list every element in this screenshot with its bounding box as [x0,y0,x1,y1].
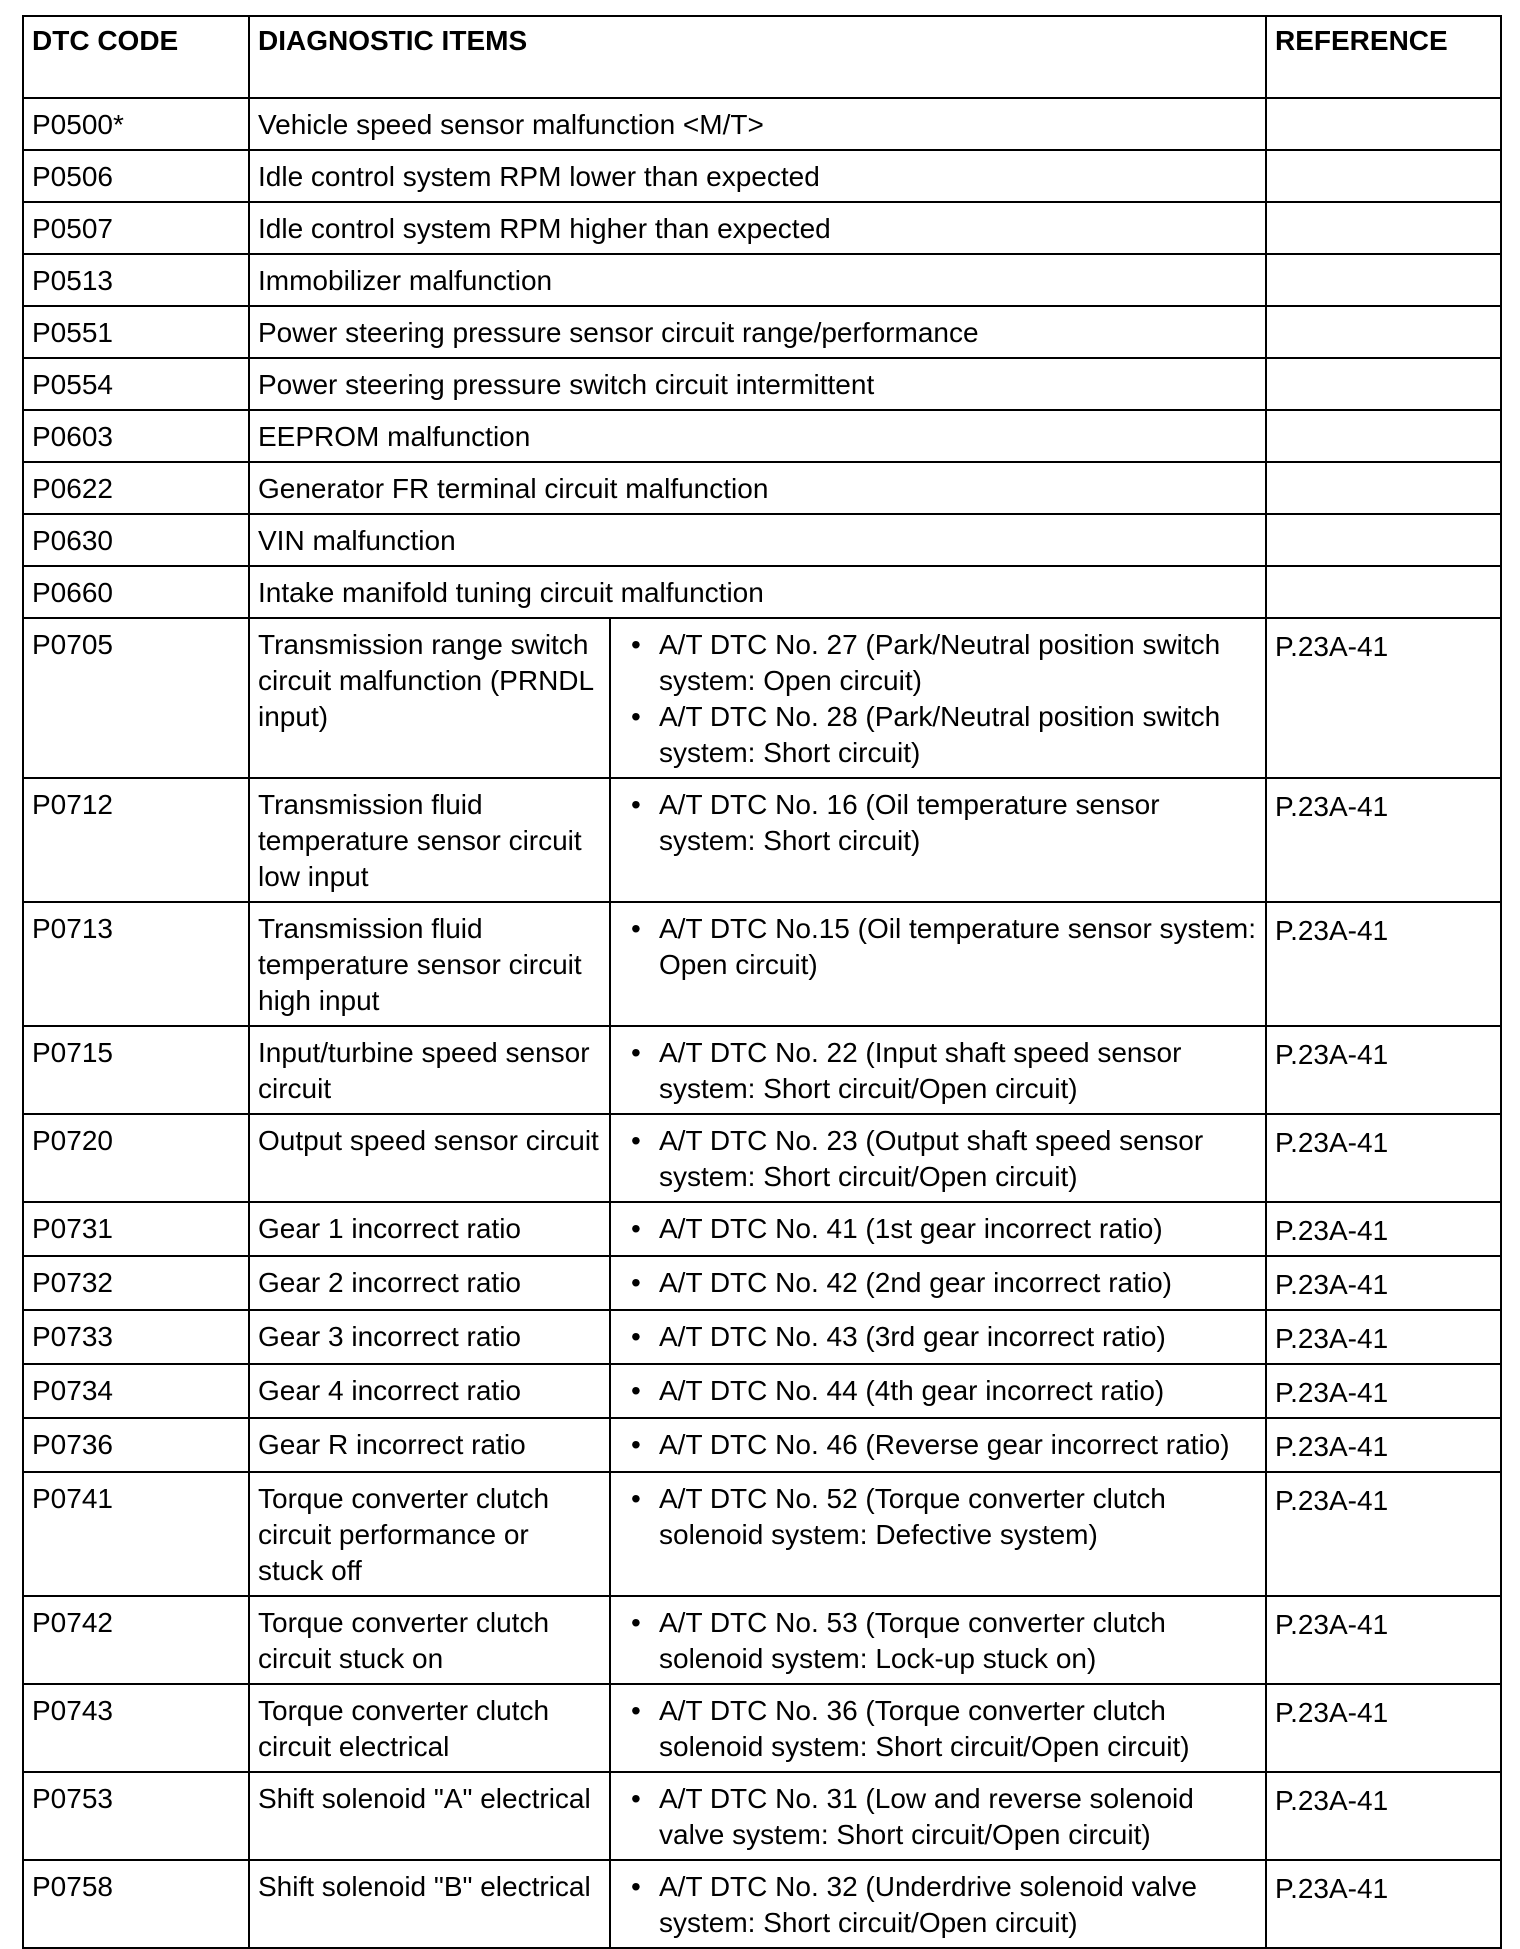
reference-cell: P.23A-41 [1266,1772,1501,1860]
diagnostic-item-cell: Transmission fluid temperature sensor circuit high input [249,902,610,1026]
at-dtc-item: • A/T DTC No. 23 (Output shaft speed sensor system: Short circuit/Open circuit) [619,1123,1257,1195]
table-row [23,778,1501,902]
reference-cell: P.23A-41 [1266,1860,1501,1948]
table-row [23,1684,1501,1772]
at-dtc-details-cell [610,1310,1266,1364]
diagnostic-item-cell: Shift solenoid "B" electrical [249,1860,610,1948]
at-dtc-item: • A/T DTC No. 22 (Input shaft speed sensor system: Short circuit/Open circuit) [619,1035,1257,1107]
reference-cell: P.23A-41 [1266,1256,1501,1310]
diagnostic-item-cell: Immobilizer malfunction [249,254,1266,306]
table-row [23,902,1501,1026]
reference-cell [1266,98,1501,150]
header-row [23,16,1501,98]
at-dtc-list [619,1693,1257,1765]
at-dtc-list [619,1265,1257,1301]
at-dtc-details-cell [610,1772,1266,1860]
at-dtc-list [619,1211,1257,1247]
table-row [23,410,1501,462]
reference-cell: P.23A-41 [1266,1418,1501,1472]
reference-cell: P.23A-41 [1266,1114,1501,1202]
at-dtc-item: • A/T DTC No. 43 (3rd gear incorrect ratio) [619,1319,1257,1355]
dtc-code-cell: P0720 [23,1114,249,1202]
dtc-code-cell: P0507 [23,202,249,254]
table-body [23,98,1501,1948]
reference-cell [1266,306,1501,358]
at-dtc-item: • A/T DTC No. 42 (2nd gear incorrect ratio) [619,1265,1257,1301]
reference-cell: P.23A-41 [1266,1364,1501,1418]
dtc-code-cell: P0554 [23,358,249,410]
reference-cell: P.23A-41 [1266,1202,1501,1256]
at-dtc-item: • A/T DTC No. 52 (Torque converter clutch solenoid system: Defective system) [619,1481,1257,1553]
table-row [23,1256,1501,1310]
reference-cell [1266,462,1501,514]
at-dtc-item: • A/T DTC No. 44 (4th gear incorrect ratio) [619,1373,1257,1409]
table-row [23,98,1501,150]
table-row [23,1114,1501,1202]
dtc-code-cell: P0551 [23,306,249,358]
reference-cell: P.23A-41 [1266,1026,1501,1114]
diagnostic-item-cell: Intake manifold tuning circuit malfunction [249,566,1266,618]
dtc-code-cell: P0733 [23,1310,249,1364]
reference-cell [1266,358,1501,410]
table-row [23,1418,1501,1472]
at-dtc-list [619,1605,1257,1677]
at-dtc-item: • A/T DTC No.15 (Oil temperature sensor system: Open circuit) [619,911,1257,983]
at-dtc-list [619,1035,1257,1107]
table-row [23,358,1501,410]
dtc-table [22,15,1502,1949]
header-dtc-code: DTC CODE [23,16,249,98]
at-dtc-item: • A/T DTC No. 27 (Park/Neutral position switch system: Open circuit) [619,627,1257,699]
diagnostic-item-cell: Torque converter clutch circuit stuck on [249,1596,610,1684]
reference-cell [1266,150,1501,202]
dtc-code-cell: P0742 [23,1596,249,1684]
reference-cell: P.23A-41 [1266,1684,1501,1772]
dtc-code-cell: P0731 [23,1202,249,1256]
diagnostic-item-cell: Generator FR terminal circuit malfunction [249,462,1266,514]
diagnostic-item-cell: Gear 2 incorrect ratio [249,1256,610,1310]
at-dtc-details-cell [610,778,1266,902]
diagnostic-item-cell: Torque converter clutch circuit electrical [249,1684,610,1772]
reference-cell [1266,514,1501,566]
at-dtc-list [619,1781,1257,1853]
at-dtc-item: • A/T DTC No. 31 (Low and reverse solenoid valve system: Short circuit/Open circuit) [619,1781,1257,1853]
dtc-code-cell: P0753 [23,1772,249,1860]
diagnostic-item-cell: Gear 3 incorrect ratio [249,1310,610,1364]
at-dtc-item: • A/T DTC No. 28 (Park/Neutral position switch system: Short circuit) [619,699,1257,771]
at-dtc-list [619,1481,1257,1553]
reference-cell: P.23A-41 [1266,1596,1501,1684]
reference-cell: P.23A-41 [1266,1310,1501,1364]
at-dtc-details-cell [610,1256,1266,1310]
table-row [23,254,1501,306]
at-dtc-details-cell [610,1364,1266,1418]
reference-cell [1266,566,1501,618]
reference-cell: P.23A-41 [1266,618,1501,778]
dtc-code-cell: P0713 [23,902,249,1026]
diagnostic-item-cell: Input/turbine speed sensor circuit [249,1026,610,1114]
dtc-code-cell: P0705 [23,618,249,778]
reference-cell: P.23A-41 [1266,1472,1501,1596]
table-row [23,150,1501,202]
at-dtc-list [619,1373,1257,1409]
reference-cell: P.23A-41 [1266,778,1501,902]
diagnostic-item-cell: Gear 4 incorrect ratio [249,1364,610,1418]
diagnostic-item-cell: Output speed sensor circuit [249,1114,610,1202]
at-dtc-list [619,787,1257,859]
dtc-code-cell: P0715 [23,1026,249,1114]
diagnostic-item-cell: Transmission fluid temperature sensor circuit low input [249,778,610,902]
at-dtc-details-cell [610,1418,1266,1472]
diagnostic-item-cell: Power steering pressure switch circuit intermittent [249,358,1266,410]
table-row [23,566,1501,618]
at-dtc-details-cell [610,618,1266,778]
table-row [23,1310,1501,1364]
diagnostic-item-cell: Idle control system RPM lower than expected [249,150,1266,202]
dtc-code-cell: P0734 [23,1364,249,1418]
dtc-code-cell: P0630 [23,514,249,566]
table-row [23,1772,1501,1860]
at-dtc-details-cell [610,1472,1266,1596]
at-dtc-item: • A/T DTC No. 36 (Torque converter clutch solenoid system: Short circuit/Open circuit) [619,1693,1257,1765]
table-row [23,1860,1501,1948]
reference-cell [1266,254,1501,306]
at-dtc-details-cell [610,902,1266,1026]
table-row [23,1472,1501,1596]
dtc-code-cell: P0736 [23,1418,249,1472]
diagnostic-item-cell: Power steering pressure sensor circuit range/performance [249,306,1266,358]
header-reference: REFERENCE [1266,16,1501,98]
dtc-code-cell: P0743 [23,1684,249,1772]
dtc-code-cell: P0660 [23,566,249,618]
dtc-code-cell: P0712 [23,778,249,902]
dtc-code-cell: P0758 [23,1860,249,1948]
dtc-code-cell: P0500* [23,98,249,150]
at-dtc-details-cell [610,1202,1266,1256]
table-row [23,1596,1501,1684]
at-dtc-details-cell [610,1860,1266,1948]
at-dtc-details-cell [610,1596,1266,1684]
at-dtc-list [619,1869,1257,1941]
at-dtc-details-cell [610,1026,1266,1114]
diagnostic-item-cell: Vehicle speed sensor malfunction <M/T> [249,98,1266,150]
diagnostic-item-cell: Gear 1 incorrect ratio [249,1202,610,1256]
diagnostic-item-cell: Transmission range switch circuit malfunction (PRNDL input) [249,618,610,778]
at-dtc-list [619,1427,1257,1463]
diagnostic-item-cell: Torque converter clutch circuit performance or stuck off [249,1472,610,1596]
dtc-code-cell: P0603 [23,410,249,462]
diagnostic-item-cell: VIN malfunction [249,514,1266,566]
dtc-code-cell: P0622 [23,462,249,514]
diagnostic-item-cell: Idle control system RPM higher than expected [249,202,1266,254]
table-row [23,1202,1501,1256]
reference-cell: P.23A-41 [1266,902,1501,1026]
table-row [23,306,1501,358]
table-row [23,1364,1501,1418]
table-row [23,514,1501,566]
at-dtc-list [619,1319,1257,1355]
diagnostic-item-cell: Gear R incorrect ratio [249,1418,610,1472]
at-dtc-item: • A/T DTC No. 41 (1st gear incorrect ratio) [619,1211,1257,1247]
diagnostic-item-cell: EEPROM malfunction [249,410,1266,462]
reference-cell [1266,202,1501,254]
at-dtc-item: • A/T DTC No. 16 (Oil temperature sensor system: Short circuit) [619,787,1257,859]
table-row [23,618,1501,778]
diagnostic-item-cell: Shift solenoid "A" electrical [249,1772,610,1860]
at-dtc-item: • A/T DTC No. 46 (Reverse gear incorrect ratio) [619,1427,1257,1463]
dtc-code-cell: P0506 [23,150,249,202]
table-row [23,1026,1501,1114]
table-row [23,202,1501,254]
at-dtc-item: • A/T DTC No. 32 (Underdrive solenoid valve system: Short circuit/Open circuit) [619,1869,1257,1941]
dtc-code-cell: P0732 [23,1256,249,1310]
table-row [23,462,1501,514]
at-dtc-item: • A/T DTC No. 53 (Torque converter clutch solenoid system: Lock-up stuck on) [619,1605,1257,1677]
at-dtc-list [619,627,1257,771]
dtc-code-cell: P0741 [23,1472,249,1596]
reference-cell [1266,410,1501,462]
at-dtc-details-cell [610,1684,1266,1772]
at-dtc-list [619,1123,1257,1195]
at-dtc-details-cell [610,1114,1266,1202]
header-diagnostic-items: DIAGNOSTIC ITEMS [249,16,1266,98]
at-dtc-list [619,911,1257,983]
dtc-code-cell: P0513 [23,254,249,306]
